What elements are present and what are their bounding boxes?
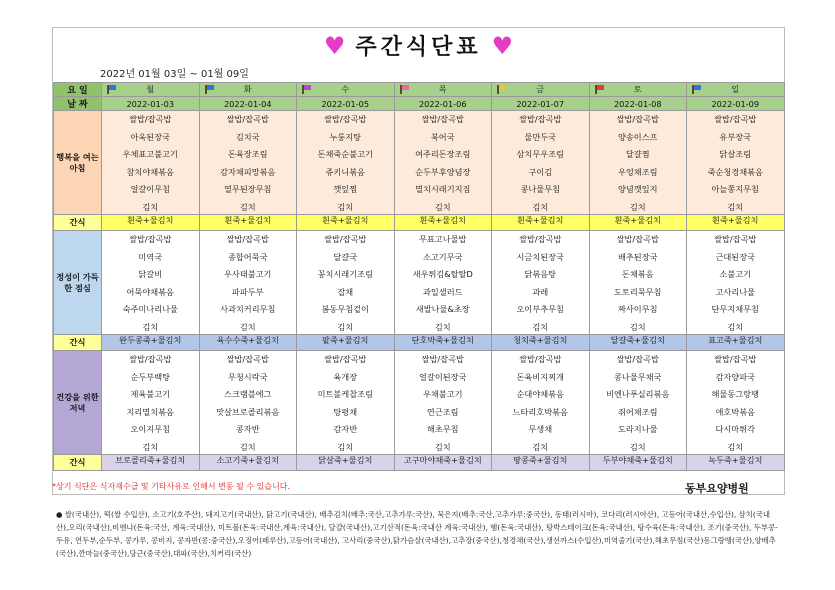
- dish-item: 유부장국: [719, 131, 752, 142]
- dish-item: 쌀밥/잡곡밥: [324, 234, 367, 244]
- day-header-row: [54, 83, 785, 97]
- dish-item: 무표고나물밥: [419, 234, 467, 244]
- dish-item: 근대된장국: [715, 251, 756, 262]
- dish-item: 콩나물무침: [520, 184, 561, 195]
- dish-list: [687, 231, 784, 334]
- dish-item: 쥐어채조림: [617, 406, 658, 417]
- breakfast_snack-cell: 흰죽+물김치: [199, 215, 297, 231]
- dish-list: [395, 231, 492, 334]
- breakfast_snack-cell: 흰죽+물김치: [102, 215, 200, 231]
- day-cell: [297, 83, 395, 97]
- lunch_snack-cell: 팥죽+물김치: [297, 335, 395, 351]
- dish-item: 콩나물무채국: [614, 371, 662, 382]
- dinner-cell: [394, 351, 492, 455]
- dish-item: 순두부후양념장: [415, 166, 471, 177]
- dish-item: 과일샐러드: [422, 286, 463, 297]
- day-cell: [394, 83, 492, 97]
- dinner_snack-cell: 소고기죽+물김치: [199, 455, 297, 471]
- breakfast_snack-cell: 흰죽+물김치: [297, 215, 395, 231]
- dish-item: 시금치된장국: [516, 251, 564, 262]
- date-cell: 2022-01-04: [199, 97, 297, 111]
- flag-icon: [692, 85, 702, 94]
- breakfast-cell: [394, 111, 492, 215]
- dish-item: 깻잎찜: [333, 184, 358, 195]
- day-name: 목: [438, 84, 447, 94]
- day-name: 토: [633, 84, 642, 94]
- dish-item: 맛살브로콜리볶음: [216, 406, 280, 417]
- dish-item: 우사태불고기: [224, 269, 272, 280]
- lunch-cell: [102, 231, 200, 335]
- dish-item: 열무된장무침: [224, 184, 272, 195]
- breakfast-label: 행복을 여는 아침: [54, 111, 102, 215]
- dish-list: [590, 111, 687, 214]
- dish-item: 순두부백탕: [130, 371, 171, 382]
- dish-item: 과레: [532, 286, 549, 297]
- dish-item: 닭살조림: [719, 149, 752, 160]
- dish-list: [395, 351, 492, 454]
- dish-item: 다시마튀각: [715, 424, 756, 435]
- day-name: 일: [731, 84, 740, 94]
- day-cell: [102, 83, 200, 97]
- dish-item: 미트볼케찹조림: [317, 389, 373, 400]
- dish-item: 미역국: [138, 251, 163, 262]
- dish-item: 김치: [434, 441, 451, 452]
- dish-list: [687, 351, 784, 454]
- dish-item: 봄동무침겉이: [321, 304, 369, 315]
- day-label: 요 일: [54, 83, 102, 97]
- dish-item: 무청시락국: [227, 371, 268, 382]
- dish-item: 쌀밥/잡곡밥: [129, 354, 172, 364]
- dish-item: 소불고기: [719, 269, 752, 280]
- dish-item: 배추된장국: [617, 251, 658, 262]
- heart-icon: ♥: [323, 31, 346, 60]
- dish-list: [102, 231, 199, 334]
- heart-icon: ♥: [491, 31, 514, 60]
- dish-item: 삼치무우조림: [516, 149, 564, 160]
- date-cell: 2022-01-03: [102, 97, 200, 111]
- dish-list: [102, 111, 199, 214]
- date-cell: 2022-01-06: [394, 97, 492, 111]
- dish-item: 멸치시래기지짐: [415, 184, 471, 195]
- dish-item: 해초무침: [426, 424, 459, 435]
- dish-list: [297, 351, 394, 454]
- dinner-cell: [687, 351, 785, 455]
- dish-item: 쌀밥/잡곡밥: [714, 114, 757, 124]
- dish-item: 아욱된장국: [130, 131, 171, 142]
- day-name: 월: [146, 84, 155, 94]
- dish-item: 도라지나물: [617, 424, 658, 435]
- dish-list: [492, 351, 589, 454]
- dish-item: 김치: [532, 201, 549, 212]
- dish-item: 쌀밥/잡곡밥: [519, 114, 562, 124]
- dish-item: 쌀밥/잡곡밥: [226, 234, 269, 244]
- dish-item: 종합어묵국: [227, 251, 268, 262]
- flag-icon: [400, 85, 410, 94]
- dish-item: 쥬키니볶음: [325, 166, 366, 177]
- dish-list: [102, 351, 199, 454]
- dinner-label: 건강을 위한 저녁: [54, 351, 102, 455]
- dish-item: 잡채: [337, 286, 354, 297]
- flag-icon: [497, 85, 507, 94]
- dish-item: 쌀밥/잡곡밥: [129, 114, 172, 124]
- lunch_snack-cell: 완두콩죽+물김치: [102, 335, 200, 351]
- dish-item: 김치: [629, 441, 646, 452]
- breakfast_snack-row: [54, 215, 785, 231]
- dish-item: 쌀밥/잡곡밥: [421, 114, 464, 124]
- dish-item: 쌀밥/잡곡밥: [324, 354, 367, 364]
- dinner_snack-cell: 닭살죽+물김치: [297, 455, 395, 471]
- lunch_snack-cell: 육수수죽+물김치: [199, 335, 297, 351]
- dish-item: 해물동그랑땡: [711, 389, 759, 400]
- dish-item: 달걀찜: [625, 149, 650, 160]
- dish-item: 양념깻잎지: [617, 184, 658, 195]
- dish-item: 새우튀김&탈탈D: [412, 269, 473, 280]
- dish-list: [200, 231, 297, 334]
- dish-item: 쌀밥/잡곡밥: [519, 354, 562, 364]
- breakfast_snack-cell: 흰죽+물김치: [589, 215, 687, 231]
- dinner-cell: [297, 351, 395, 455]
- dish-item: 구이김: [528, 166, 553, 177]
- lunch-cell: [394, 231, 492, 335]
- dish-item: 무생채: [528, 424, 553, 435]
- page-title: 주간식단표: [355, 35, 482, 60]
- dish-item: 짜사이무침: [617, 304, 658, 315]
- dinner_snack-cell: 고구마야채죽+물김치: [394, 455, 492, 471]
- lunch-row: [54, 231, 785, 335]
- lunch_snack-cell: 단호박죽+물김치: [394, 335, 492, 351]
- dinner_snack-cell: 땅콩죽+물김치: [492, 455, 590, 471]
- dinner_snack-cell: 브로콜리죽+물김치: [102, 455, 200, 471]
- flag-icon: [302, 85, 312, 94]
- dish-item: 육개장: [333, 371, 358, 382]
- date-cell: 2022-01-07: [492, 97, 590, 111]
- date-range: 2022년 01월 03일 ~ 01월 09일: [100, 69, 249, 80]
- dish-item: 닭볶음탕: [524, 269, 557, 280]
- dish-item: 쌀밥/잡곡밥: [616, 114, 659, 124]
- dish-item: 새발나물&초장: [415, 304, 470, 315]
- dish-item: 돈채죽순불고기: [317, 149, 373, 160]
- dish-item: 감자양파국: [715, 371, 756, 382]
- dish-item: 우엉채조림: [617, 166, 658, 177]
- dish-item: 김치: [629, 321, 646, 332]
- dish-list: [200, 351, 297, 454]
- flag-icon: [107, 85, 117, 94]
- dinner_snack-label: 간식: [54, 455, 102, 471]
- dinner_snack-cell: 두부야채죽+물김치: [589, 455, 687, 471]
- dish-item: 죽순청경채볶음: [707, 166, 763, 177]
- dish-item: 쌀밥/잡곡밥: [616, 354, 659, 364]
- dish-item: 숙주미나리나물: [122, 304, 178, 315]
- breakfast-cell: [687, 111, 785, 215]
- dish-item: 지리멸치볶음: [126, 406, 174, 417]
- date-cell: 2022-01-09: [687, 97, 785, 111]
- dish-item: 돈육비지찌개: [516, 371, 564, 382]
- dish-item: 김치: [239, 441, 256, 452]
- dish-item: 어묵야채볶음: [126, 286, 174, 297]
- dish-item: 양송이스프: [617, 131, 658, 142]
- notice-text: *상기 식단은 식자재수급 및 기타사유로 인해서 변동 될 수 있습니다.: [52, 482, 291, 491]
- flag-icon: [595, 85, 605, 94]
- dish-item: 탕평채: [333, 406, 358, 417]
- menu-table: [53, 82, 785, 471]
- dinner_snack-row: [54, 455, 785, 471]
- dish-item: 스크램블에그: [224, 389, 272, 400]
- dish-list: [590, 231, 687, 334]
- dish-item: 김치: [727, 441, 744, 452]
- day-name: 금: [536, 84, 545, 94]
- dish-item: 김치: [629, 201, 646, 212]
- dish-list: [297, 231, 394, 334]
- dish-item: 김치: [142, 321, 159, 332]
- dinner-cell: [492, 351, 590, 455]
- dish-item: 김치: [239, 321, 256, 332]
- dish-item: 애호박볶음: [715, 406, 756, 417]
- breakfast-cell: [492, 111, 590, 215]
- dish-item: 파파두부: [231, 286, 264, 297]
- dish-item: 쌀밥/잡곡밥: [714, 234, 757, 244]
- dish-item: 김치: [239, 201, 256, 212]
- dish-item: 오이지무침: [130, 424, 171, 435]
- dinner-cell: [199, 351, 297, 455]
- day-name: 수: [341, 84, 350, 94]
- dish-item: 우체표고불고기: [122, 149, 178, 160]
- dish-item: 닭갈비: [138, 269, 163, 280]
- dish-item: 고사리나물: [715, 286, 756, 297]
- dish-item: 김치: [142, 441, 159, 452]
- dish-list: [200, 111, 297, 214]
- lunch-cell: [589, 231, 687, 335]
- lunch-label: 정성이 가득한 점심: [54, 231, 102, 335]
- dish-list: [297, 111, 394, 214]
- dish-item: 쌀밥/잡곡밥: [714, 354, 757, 364]
- dish-item: 여주리돈장조림: [415, 149, 471, 160]
- dish-item: 김치: [532, 441, 549, 452]
- dish-item: 소고기무국: [422, 251, 463, 262]
- dish-item: 김치: [434, 201, 451, 212]
- dish-item: 꽁치시래기조림: [317, 269, 373, 280]
- dish-item: 감자채피망볶음: [220, 166, 276, 177]
- lunch_snack-cell: 달걀죽+물김치: [589, 335, 687, 351]
- dish-item: 순대야채볶음: [516, 389, 564, 400]
- dish-item: 제육불고기: [130, 389, 171, 400]
- dish-item: 달걀국: [333, 251, 358, 262]
- dish-item: 쌀밥/잡곡밥: [616, 234, 659, 244]
- title-bar: [52, 27, 785, 63]
- dish-item: 물만두국: [524, 131, 557, 142]
- dish-item: 쌀밥/잡곡밥: [226, 354, 269, 364]
- dish-list: [492, 231, 589, 334]
- dish-item: 김치: [337, 321, 354, 332]
- dish-item: 쌀밥/잡곡밥: [324, 114, 367, 124]
- dish-item: 얼갈이무침: [130, 184, 171, 195]
- lunch-cell: [492, 231, 590, 335]
- dish-item: 쌀밥/잡곡밥: [129, 234, 172, 244]
- breakfast-cell: [199, 111, 297, 215]
- dish-item: 북어국: [430, 131, 455, 142]
- day-cell: [492, 83, 590, 97]
- breakfast_snack-cell: 흰죽+물김치: [687, 215, 785, 231]
- lunch_snack-label: 간식: [54, 335, 102, 351]
- dish-item: 도토리묵무침: [614, 286, 662, 297]
- day-cell: [687, 83, 785, 97]
- dish-item: 쌀밥/잡곡밥: [421, 354, 464, 364]
- day-cell: [199, 83, 297, 97]
- breakfast-cell: [102, 111, 200, 215]
- dish-item: 김치: [532, 321, 549, 332]
- breakfast_snack-cell: 흰죽+물김치: [492, 215, 590, 231]
- dinner_snack-cell: 녹두죽+물김치: [687, 455, 785, 471]
- hospital-name: 동부요양병원: [685, 482, 749, 495]
- dish-item: 참치야채볶음: [126, 166, 174, 177]
- dish-item: 느타리호박볶음: [512, 406, 568, 417]
- dish-item: 김치: [337, 201, 354, 212]
- date-label: 날 짜: [54, 97, 102, 111]
- dish-item: 누룽지탕: [329, 131, 362, 142]
- breakfast_snack-label: 간식: [54, 215, 102, 231]
- dish-item: 얼갈이된장국: [419, 371, 467, 382]
- lunch_snack-cell: 청치죽+물김치: [492, 335, 590, 351]
- lunch-cell: [199, 231, 297, 335]
- dinner-row: [54, 351, 785, 455]
- dinner-cell: [102, 351, 200, 455]
- dish-item: 쌀밥/잡곡밥: [226, 114, 269, 124]
- dish-item: 사과치커리무침: [220, 304, 276, 315]
- breakfast-cell: [297, 111, 395, 215]
- breakfast-row: [54, 111, 785, 215]
- dinner-cell: [589, 351, 687, 455]
- date-header-row: [54, 97, 785, 111]
- origin-info: ● 쌀(국내산), 떡(쌀 수입산), 소고기(호주산), 돼지고기(국내산), 닭고기(국내산), 배추김치(배추:국산,고추가루:국산), 묵은지(배추:국산,고추가루:중국산), 동태(러시아), 코다리(러시아산), 고등어(국내산,수입산), 삼치(국내산),오리(국내산),비엔나(돈육:국산, 계육:국내산), 미트볼(돈육:국내산,계육:국내산), 달걀(국내산),고기산적(돈육:국내산 계육:국내산), 햄(돈육:국내산), 탕박스테이크(돈육:국내산), 탕수육(돈육:국내산), 조기(중국산), 두부콩-두유, 연두부,순두부, 콩가루, 콩비지, 콩자반(콩:중국산),오징어(페루산),고등어(국내산), 고사리(중국산),닭가슴살(국내산),고추장(중국산),청경채(국산),생선까스(수입산),미역줄기(국산),해초무침(국산)동그랑땡(국산),양배추(국산),깐마늘(중국산),당근(중국산),대파(국산),치커리(국산): [56, 510, 778, 558]
- dish-item: 김치: [727, 321, 744, 332]
- dish-item: 쌀밥/잡곡밥: [519, 234, 562, 244]
- date-cell: 2022-01-05: [297, 97, 395, 111]
- lunch_snack-cell: 표고죽+물김치: [687, 335, 785, 351]
- dish-item: 우채불고기: [422, 389, 463, 400]
- lunch-cell: [687, 231, 785, 335]
- lunch_snack-row: [54, 335, 785, 351]
- dish-item: 콩자반: [235, 424, 260, 435]
- dish-item: 돈채볶음: [621, 269, 654, 280]
- dish-item: 오이부추무침: [516, 304, 564, 315]
- dish-list: [492, 111, 589, 214]
- dish-item: 감자반: [333, 424, 358, 435]
- dish-item: 돈육장조림: [227, 149, 268, 160]
- dish-list: [395, 111, 492, 214]
- dish-item: 단무지채무침: [711, 304, 759, 315]
- dish-item: 비엔나푸실리볶음: [606, 389, 670, 400]
- breakfast-cell: [589, 111, 687, 215]
- date-cell: 2022-01-08: [589, 97, 687, 111]
- breakfast_snack-cell: 흰죽+물김치: [394, 215, 492, 231]
- dish-item: 김치: [337, 441, 354, 452]
- dish-item: 김치: [142, 201, 159, 212]
- dish-list: [687, 111, 784, 214]
- dish-item: 김치국: [235, 131, 260, 142]
- dish-item: 아늘쫑지무침: [711, 184, 759, 195]
- dish-item: 연근조림: [426, 406, 459, 417]
- day-name: 화: [243, 84, 252, 94]
- day-cell: [589, 83, 687, 97]
- dish-list: [590, 351, 687, 454]
- dish-item: 김치: [727, 201, 744, 212]
- flag-icon: [205, 85, 215, 94]
- dish-item: 김치: [434, 321, 451, 332]
- lunch-cell: [297, 231, 395, 335]
